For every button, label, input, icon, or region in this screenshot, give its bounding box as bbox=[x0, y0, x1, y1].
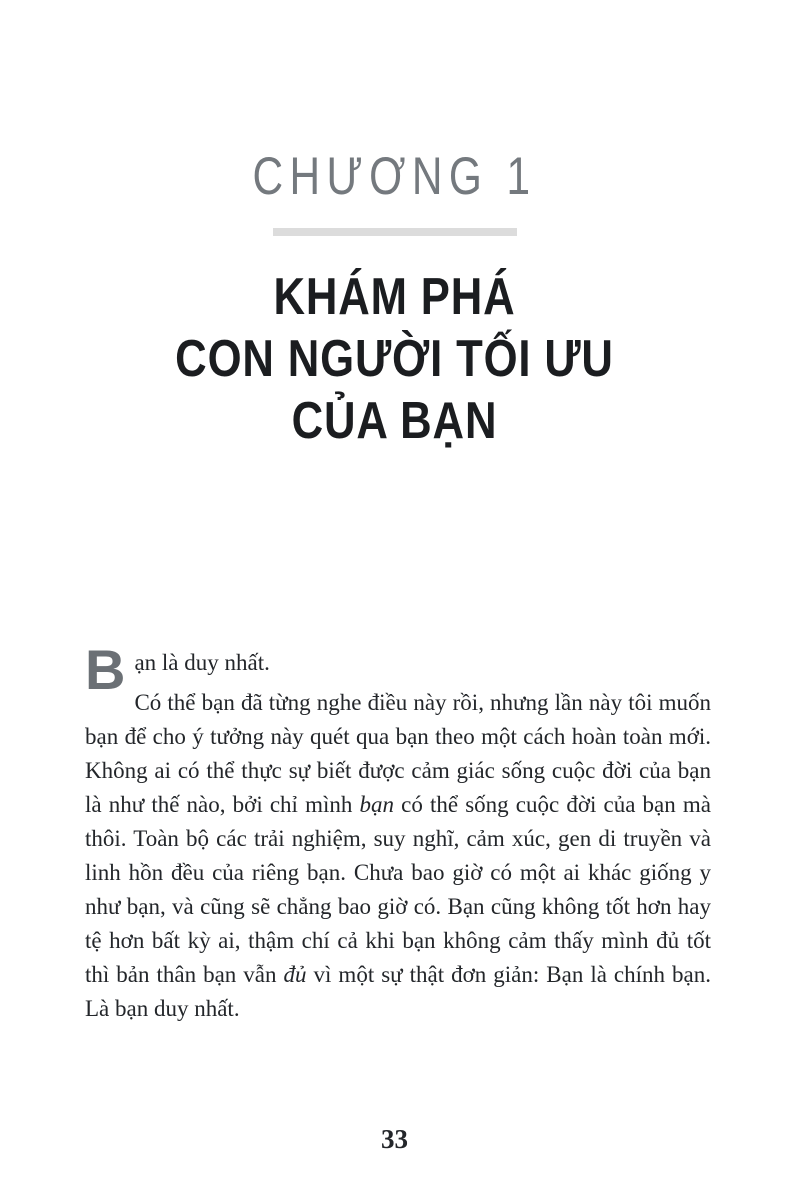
chapter-label-text: CHƯƠNG 1 bbox=[252, 147, 537, 206]
paragraph-second-text-1: Có thể bạn đã từng nghe điều này rồi, nhưng lần này tôi muốn bạn để cho ý tưởng này quét qua bạn theo một cách hoàn toàn mới. Không ai có thể thực sự biết được cảm giác sống cuộc đời của bạn là như thế nào, bởi chỉ mình bbox=[85, 690, 711, 817]
italic-word-du: đủ bbox=[283, 962, 307, 987]
paragraph-second-text-3: vì một sự thật đơn giản: Bạn là chính bạn. Là bạn duy nhất. bbox=[85, 962, 711, 1021]
chapter-title-line-2: CON NGƯỜI TỐI ƯU bbox=[175, 330, 614, 388]
chapter-title-line-1: KHÁM PHÁ bbox=[273, 268, 516, 326]
paragraph-first bbox=[85, 638, 711, 701]
page-number: 33 bbox=[381, 1124, 408, 1154]
chapter-title-line-3: CỦA BẠN bbox=[291, 392, 498, 450]
paragraph-first-text: ạn là duy nhất. bbox=[134, 650, 270, 675]
dropcap-letter: B bbox=[85, 638, 126, 701]
paragraph-second bbox=[85, 686, 711, 1026]
paragraph-second-text-2: có thể sống cuộc đời của bạn mà thôi. Toàn bộ các trải nghiệm, suy nghĩ, cảm xúc, gen di truyền và linh hồn đều của riêng bạn. Chưa bao giờ có một ai khác giống y như bạn, và cũng sẽ chẳng bao giờ có. Bạn cũng không tốt hơn hay tệ hơn bất kỳ ai, thậm chí cả khi bạn không cảm thấy mình đủ tốt thì bản thân bạn vẫn bbox=[85, 792, 711, 987]
chapter-divider bbox=[273, 228, 517, 236]
chapter-label bbox=[0, 147, 789, 206]
chapter-title bbox=[0, 266, 789, 452]
italic-word-ban: bạn bbox=[359, 792, 394, 817]
chapter-body bbox=[85, 638, 711, 1026]
